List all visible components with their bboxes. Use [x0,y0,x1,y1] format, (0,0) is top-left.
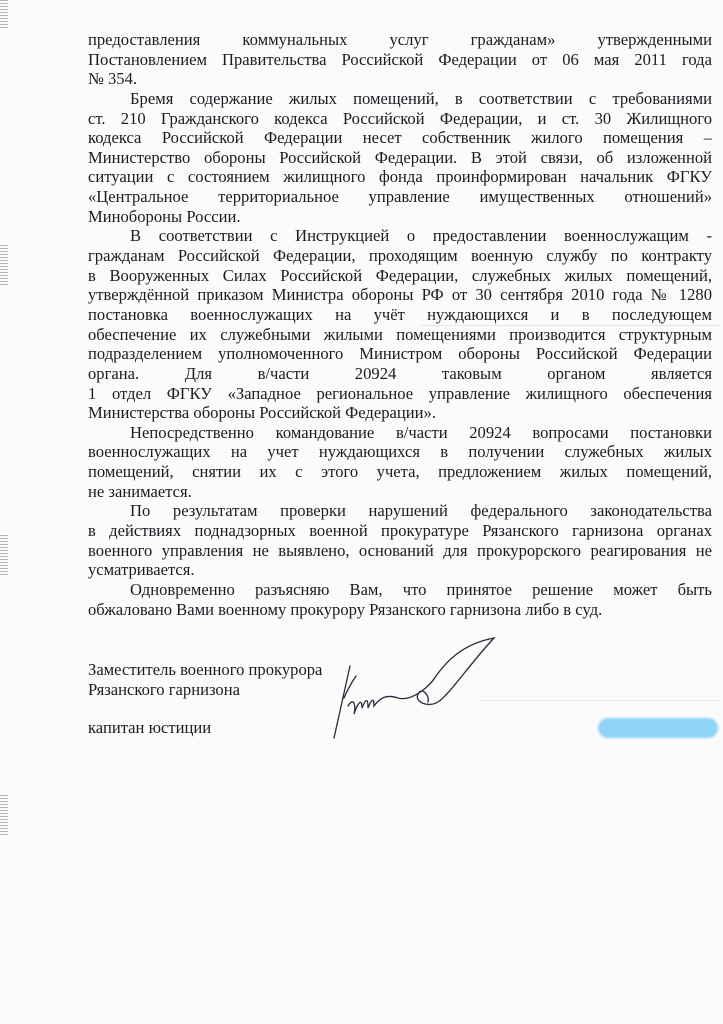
scan-edge-mark [0,535,8,575]
text-line: Непосредственно командование в/части 20924 вопросами постановки [130,422,712,442]
signer-position-line2: Рязанского гарнизона [88,680,240,699]
text-line: Минобороны России. [88,206,241,226]
text-line: предоставления коммунальных услуг гражданам» утвержденными [88,30,712,49]
letter-body [88,30,712,619]
text-line: помещений, снятии их с этого учета, предложением жилых помещений, [88,462,712,482]
text-line: По результатам проверки нарушений федерального законодательства [130,501,712,521]
text-line: В соответствии с Инструкцией о предоставлении военнослужащим - [130,226,712,246]
text-line: утверждённой приказом Министра обороны РФ от 30 сентября 2010 года № 1280 [88,285,712,305]
text-line: Министерства обороны Российской Федерации». [88,403,436,423]
text-line: ст. 210 Гражданского кодекса Российской Федерации, и ст. 30 Жилищного [88,108,712,128]
text-line: Одновременно разъясняю Вам, что принятое решение может быть [130,579,712,599]
text-line: в Вооруженных Силах Российской Федерации, служебных жилых помещений, [88,265,712,285]
scan-artifact [480,700,720,701]
scan-edge-mark [0,795,8,835]
scan-edge-mark [0,245,8,285]
text-line: кодекса Российской Федерации несет собственник жилого помещения – [88,128,712,148]
text-line: ситуации с состоянием жилищного фонда проинформирован начальник ФГКУ [88,167,712,187]
text-line: усматривается. [88,560,195,580]
signer-position-line1: Заместитель военного прокурора [88,660,323,679]
text-line: военного управления не выявлено, оснований для прокурорского реагирования не [88,540,712,560]
text-line: № 354. [88,69,138,89]
text-line: в действиях поднадзорных военной прокуратуре Рязанского гарнизона органах [88,521,712,541]
text-line: Постановлением Правительства Российской Федерации от 06 мая 2011 года [88,49,712,69]
text-line: Бремя содержание жилых помещений, в соответствии с требованиями [130,88,712,108]
text-line: не занимается. [88,481,192,501]
text-line: постановка военнослужащих на учёт нуждающихся и в последующем [88,304,712,324]
text-line: обжаловано Вами военному прокурору Рязанского гарнизона либо в суд. [88,599,603,619]
text-line: обеспечение их служебными жилыми помещениями производится структурным [88,324,712,344]
scan-edge-mark [0,0,8,30]
signer-rank: капитан юстиции [88,718,212,737]
text-line: подразделением уполномоченного Министром обороны Российской Федерации [88,344,712,364]
handwritten-signature [318,636,498,740]
text-line: 1 отдел ФГКУ «Западное региональное управление жилищного обеспечения [88,383,712,403]
text-line: «Центральное территориальное управление имущественных отношений» [88,187,712,207]
text-line: органа. Для в/части 20924 таковым органом является [88,363,712,383]
redacted-name [598,718,718,738]
text-line: гражданам Российской Федерации, проходящим военную службу по контракту [88,246,712,266]
text-line: военнослужащих на учет нуждающихся в получении служебных жилых [88,442,712,462]
text-line: Министерство обороны Российской Федерации. В этой связи, об изложенной [88,147,712,167]
